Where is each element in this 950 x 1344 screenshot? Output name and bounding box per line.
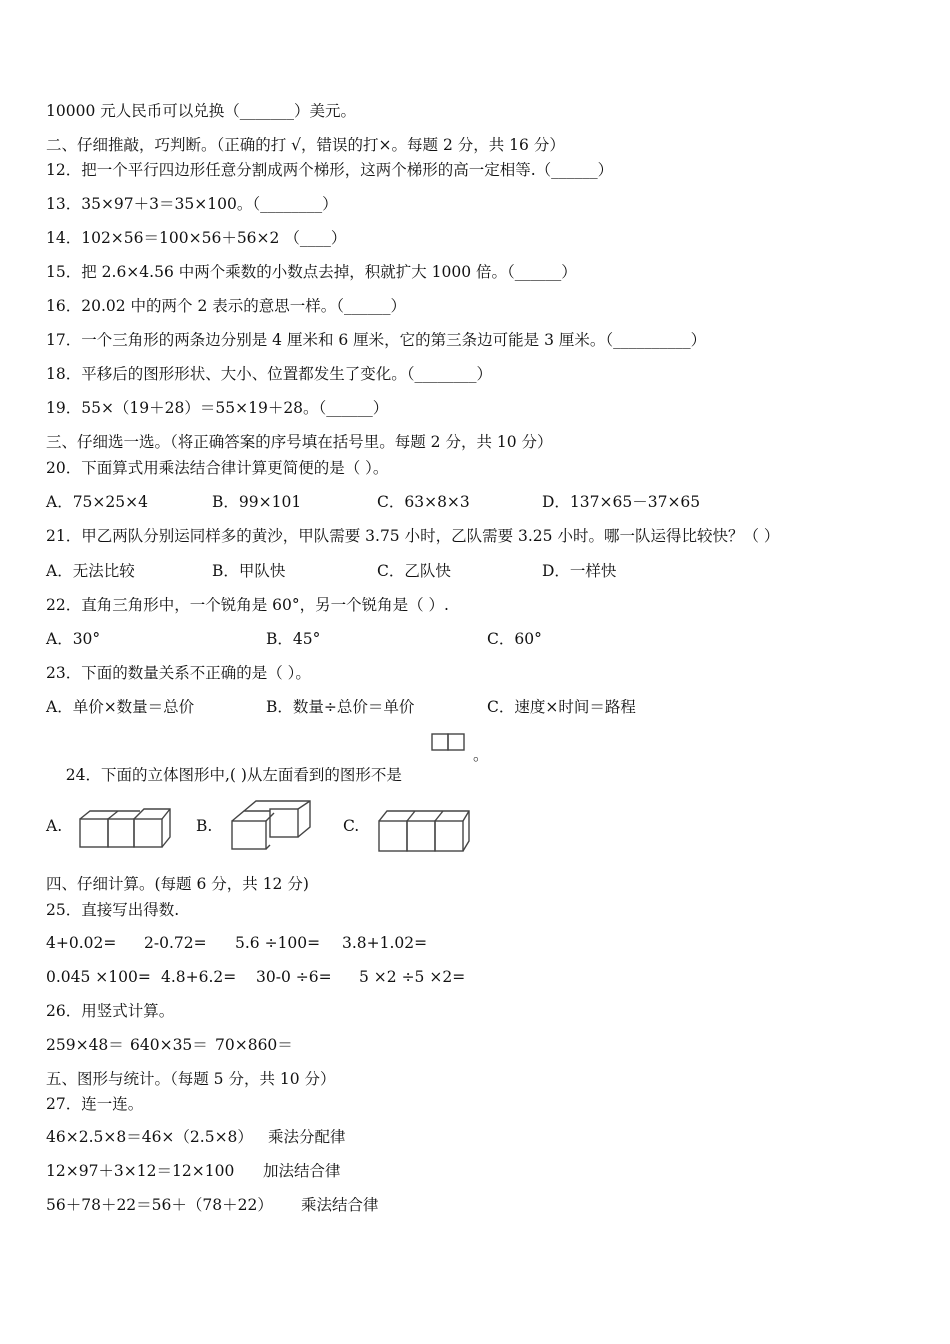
match-right-item: 加法结合律 bbox=[263, 1162, 341, 1180]
question-18: 18．平移后的图形形状、大小、位置都发生了变化。（________） bbox=[46, 365, 492, 383]
question-27: 27．连一连。 bbox=[46, 1095, 144, 1113]
calc-item: 3.8+1.02= bbox=[342, 934, 428, 952]
vertical-calc-item: 259×48＝ bbox=[46, 1036, 124, 1054]
q21-option-d: D．一样快 bbox=[542, 562, 617, 580]
question-12: 12．把一个平行四边形任意分割成两个梯形，这两个梯形的高一定相等.（______） bbox=[46, 161, 614, 179]
match-left-item: 46×2.5×8＝46×（2.5×8） bbox=[46, 1128, 253, 1146]
question-13: 13．35×97＋3＝35×100。（________） bbox=[46, 195, 338, 213]
match-left-item: 56＋78＋22＝56＋（78＋22） bbox=[46, 1196, 273, 1214]
q21-option-a: A．无法比较 bbox=[46, 562, 135, 580]
match-left-item: 12×97＋3×12＝12×100 bbox=[46, 1162, 235, 1180]
q21-option-c: C．乙队快 bbox=[377, 562, 451, 580]
q22-option-b: B．45° bbox=[266, 630, 321, 648]
question-24 bbox=[46, 745, 402, 805]
question-19: 19．55×（19＋28）＝55×19＋28。（______） bbox=[46, 399, 389, 417]
q20-option-d: D．137×65－37×65 bbox=[542, 493, 701, 511]
section-3-heading: 三、仔细选一选。（将正确答案的序号填在括号里。每题 2 分，共 10 分） bbox=[46, 433, 553, 451]
section-2-heading: 二、仔细推敲，巧判断。（正确的打 √，错误的打×。每题 2 分，共 16 分） bbox=[46, 136, 565, 154]
q22-option-c: C．60° bbox=[487, 630, 542, 648]
calc-item: 5 ×2 ÷5 ×2= bbox=[359, 968, 466, 986]
q21-option-b: B．甲队快 bbox=[212, 562, 286, 580]
intro-question: 10000 元人民币可以兑换（_______）美元。 bbox=[46, 102, 356, 120]
calc-item: 4.8+6.2= bbox=[161, 968, 237, 986]
q23-option-a: A．单价×数量＝总价 bbox=[46, 698, 195, 716]
q20-option-b: B．99×101 bbox=[212, 493, 302, 511]
calc-item: 2-0.72= bbox=[144, 934, 207, 952]
match-right-item: 乘法结合律 bbox=[301, 1196, 379, 1214]
question-22: 22．直角三角形中，一个锐角是 60°，另一个锐角是（ ）. bbox=[46, 596, 449, 614]
question-26: 26．用竖式计算。 bbox=[46, 1002, 175, 1020]
question-15: 15．把 2.6×4.56 中两个乘数的小数点去掉，积就扩大 1000 倍。（______） bbox=[46, 263, 577, 281]
q24-option-a-solid-figure bbox=[78, 803, 174, 851]
calc-item: 4+0.02= bbox=[46, 934, 117, 952]
calc-item: 30-0 ÷6= bbox=[256, 968, 332, 986]
question-20: 20．下面算式用乘法结合律计算更简便的是（ ）。 bbox=[46, 459, 389, 477]
q20-option-a: A．75×25×4 bbox=[46, 493, 148, 511]
section-4-heading: 四、仔细计算。(每题 6 分，共 12 分) bbox=[46, 875, 309, 893]
q24-stem-end: 。 bbox=[473, 746, 489, 764]
q23-option-c: C．速度×时间＝路程 bbox=[487, 698, 636, 716]
q24-option-c-label: C. bbox=[343, 817, 360, 835]
q22-option-a: A．30° bbox=[46, 630, 101, 648]
match-right-item: 乘法分配律 bbox=[268, 1128, 346, 1146]
two-square-view-icon bbox=[431, 733, 467, 753]
q20-option-c: C．63×8×3 bbox=[377, 493, 470, 511]
q24-option-b-solid-figure bbox=[230, 797, 316, 853]
question-14: 14．102×56＝100×56＋56×2 （____） bbox=[46, 229, 347, 247]
q23-option-b: B．数量÷总价＝单价 bbox=[266, 698, 415, 716]
question-21: 21．甲乙两队分别运同样多的黄沙，甲队需要 3.75 小时，乙队需要 3.25 小时。哪一队运得比较快？（ ） bbox=[46, 527, 780, 545]
q24-stem: 24．下面的立体图形中,( )从左面看到的图形不是 bbox=[65, 766, 402, 784]
q24-option-c-solid-figure bbox=[377, 803, 473, 855]
question-23: 23．下面的数量关系不正确的是（ ）。 bbox=[46, 664, 311, 682]
question-16: 16．20.02 中的两个 2 表示的意思一样。（______） bbox=[46, 297, 406, 315]
calc-item: 5.6 ÷100= bbox=[235, 934, 321, 952]
q24-option-a-label: A. bbox=[46, 817, 63, 835]
q24-option-b-label: B. bbox=[196, 817, 213, 835]
calc-item: 0.045 ×100= bbox=[46, 968, 151, 986]
vertical-calc-item: 70×860＝ bbox=[215, 1036, 293, 1054]
vertical-calc-item: 640×35＝ bbox=[130, 1036, 208, 1054]
section-5-heading: 五、图形与统计。（每题 5 分，共 10 分） bbox=[46, 1070, 336, 1088]
question-25: 25．直接写出得数. bbox=[46, 901, 180, 919]
question-17: 17．一个三角形的两条边分别是 4 厘米和 6 厘米，它的第三条边可能是 3 厘米。（__________） bbox=[46, 331, 707, 349]
